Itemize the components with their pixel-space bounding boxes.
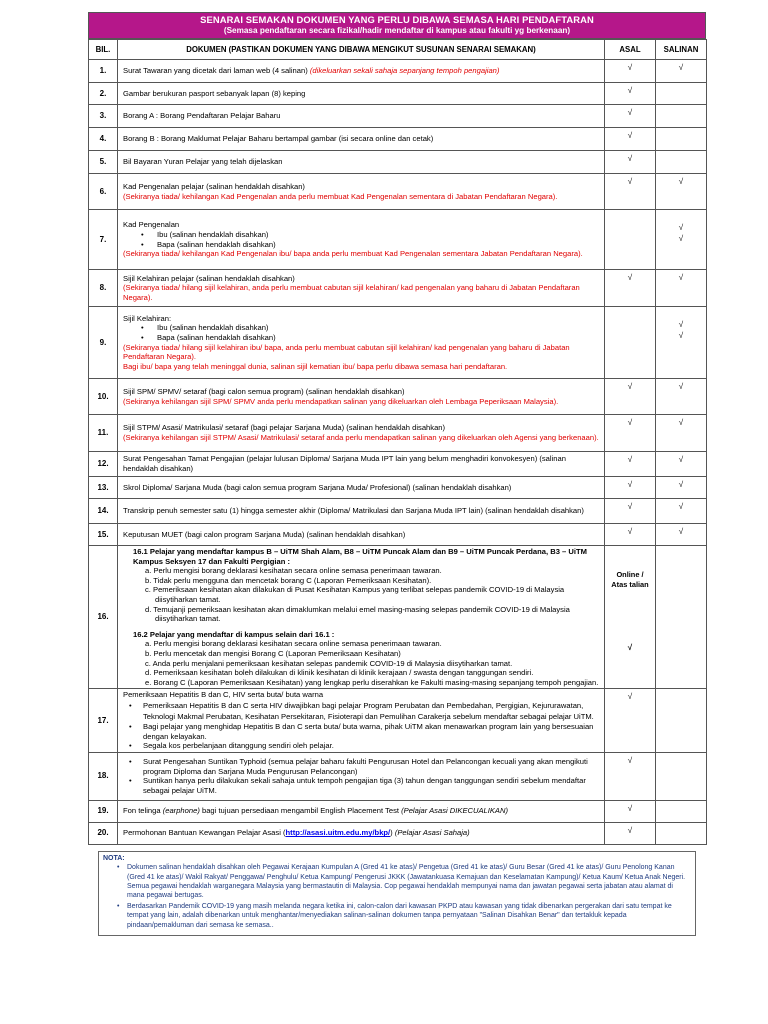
notes-title: NOTA: [103, 854, 125, 862]
table-row [89, 499, 707, 524]
document-text: Pemeriksaan Hepatitis B dan C, HIV serta buta/ buta warna [123, 690, 324, 700]
list-item: b. Tidak perlu mengguna dan mencetak borang C (Laporan Pemeriksaan Kesihatan). [145, 575, 432, 585]
note-item: • Berdasarkan Pandemik COVID-19 yang masih melanda negara ketika ini, calon-calon dari kawasan PKPD atau kawasan yang tidak dibenarkan pergerakan dari satu tempat ke tempat yang lain, adalah dibenarkan untuk menghantar/menyediakan salinan-salinan dokumen tanpa pernyataan "Salinan Disahkan Benar" dan tertakluk kepada pindaan/pemakluman dari semasa ke semasa.. [117, 902, 691, 930]
row-number: 10. [89, 379, 118, 415]
tick-icon: √ [627, 803, 633, 813]
asal-cell [605, 105, 656, 128]
document-text-italic: (earphone) [162, 806, 200, 816]
tick-icon: √ [678, 177, 684, 186]
document-text: Borang B : Borang Maklumat Pelajar Baharu bertampal gambar (isi secara online dan cetak) [118, 128, 605, 151]
online-label: Online / Atas talian [611, 570, 649, 589]
document-text: Keputusan MUET (bagi calon program Sarjana Muda) (salinan hendaklah disahkan) [118, 524, 605, 546]
table-row [89, 60, 707, 83]
asal-cell [605, 499, 656, 524]
tick-icon: √ [627, 154, 633, 163]
tick-icon: √ [627, 502, 633, 511]
bkp-link[interactable]: http://asasi.uitm.edu.my/bkp/ [285, 828, 391, 838]
list-item: c. Pemeriksaan kesihatan akan dilakukan di Pusat Kesihatan Kampus yang terlibat selepas pandemik COVID-19 di Malaysia diisytiharkan tamat. [145, 585, 565, 604]
salinan-cell [656, 477, 707, 499]
document-note: (Sekiranya tiada/ hilang sijil kelahiran, anda perlu membuat cabutan sijil kelahiran/ kad pengenalan yang baharu di Jabatan Pendaftaran Negara). [123, 283, 580, 302]
salinan-cell [656, 307, 707, 379]
notes-box [98, 851, 696, 936]
document-note: (Sekiranya tiada/ hilang sijil kelahiran ibu/ bapa, anda perlu membuat cabutan sijil kelahiran/ kad pengenalan yang baharu di Jabatan Pendaftaran Negara). [123, 342, 570, 362]
list-item: e. Borang C (Laporan Pemeriksaan Kesihatan) yang lengkap perlu diserahkan ke Fakulti masing-masing sepanjang tempoh pengajian. [145, 677, 599, 687]
salinan-cell [656, 151, 707, 174]
list-item: • Ibu (salinan hendaklah disahkan) [141, 323, 600, 333]
document-text: Surat Tawaran yang dicetak dari laman web (4 salinan) [123, 66, 308, 76]
row-number: 12. [89, 452, 118, 477]
table-row [89, 415, 707, 452]
column-header-dokumen: DOKUMEN (PASTIKAN DOKUMEN YANG DIBAWA MENGIKUT SUSUNAN SENARAI SEMAKAN) [118, 40, 605, 60]
salinan-cell [656, 174, 707, 210]
row-number: 3. [89, 105, 118, 128]
table-row [89, 800, 707, 822]
asal-cell [605, 151, 656, 174]
tick-icon: √ [678, 480, 684, 489]
note-item: • Dokumen salinan hendaklah disahkan oleh Pegawai Kerajaan Kumpulan A (Gred 41 ke atas)/ Pengetua (Gred 41 ke atas)/ Guru Besar (Gred 41 ke atas)/ Guru Penolong Kanan (Gred 41 ke atas)/ Wakil Rakyat/ Penggawa/ Penghulu/ Ketua Kampung/ Pengerusi JKKK (Jawatankuasa Kemajuan dan Keselamatan Kampung)/ Ketua Kaum/ Ketua Anak Negeri. Semua pegawai hendaklah warganegara Malaysia yang bermastautin di Malaysia. Cop pegawai hendaklah mempunyai nama dan jawatan pegawai serta jabatan atau alamat di mana pegawai bertugas. [117, 863, 691, 901]
list-item: d. Pemeriksaan kesihatan boleh dilakukan di klinik kesihatan di klinik kerajaan / swasta dengan tanggungan sendiri. [145, 668, 534, 678]
asal-cell [605, 800, 656, 822]
document-text: Skrol Diploma/ Sarjana Muda (bagi calon semua program Sarjana Muda/ Profesional) (salinan hendaklah disahkan) [118, 477, 605, 499]
document-note: (Pelajar Asasi Sahaja) [394, 828, 470, 838]
list-item: • Suntikan hanya perlu dilakukan sekali sahaja untuk tempoh pengajian tiga (3) tahun dengan tanggungan sendiri sebelum mendaftar sebagai pelajar UiTM. [129, 776, 600, 795]
row-document [118, 307, 605, 379]
row-document [118, 689, 605, 752]
asal-cell [605, 452, 656, 477]
table-row [89, 452, 707, 477]
asal-cell [605, 128, 656, 151]
document-note: (Sekiranya tiada/ kehilangan Kad Pengenalan anda perlu membuat Kad Pengenalan sementara di Jabatan Pendaftaran Negara). [123, 191, 558, 201]
list-item: b. Perlu mencetak dan mengisi Borang C (Laporan Pemeriksaan Kesihatan) [145, 648, 401, 658]
document-text: Borang A : Borang Pendaftaran Pelajar Baharu [118, 105, 605, 128]
bullet-list [123, 757, 600, 795]
tick-icon: √ [678, 382, 684, 391]
salinan-cell [656, 524, 707, 546]
row-document [118, 379, 605, 415]
tick-icon: √ [678, 223, 684, 232]
table-row [89, 379, 707, 415]
list-item: • Pemeriksaan Hepatitis B dan C serta HIV diwajibkan bagi pelajar Program Perubatan dan Pembedahan, Pergigian, Kejururawatan, Teknologi Makmal Perubatan, Kesihatan Persekitaran, Fisioterapi dan Pemulihan Carakerja sebelum mendaftar sebagai pelajar UiTM. [129, 700, 600, 722]
row-document [118, 210, 605, 270]
row-document [118, 174, 605, 210]
table-row [89, 524, 707, 546]
salinan-cell [656, 452, 707, 477]
salinan-cell [656, 379, 707, 415]
salinan-cell [656, 128, 707, 151]
table-header-row [89, 40, 707, 60]
row-document [118, 60, 605, 83]
row-number: 13. [89, 477, 118, 499]
table-row [89, 210, 707, 270]
tick-icon: √ [627, 755, 633, 765]
row-document [118, 800, 605, 822]
section-16-1-heading: 16.1 Pelajar yang mendaftar kampus B – UiTM Shah Alam, B8 – UiTM Puncak Alam dan B9 – UiTM Puncak Perdana, B3 – UiTM Kampus Seksyen 17 dan Fakulti Pergigian : [133, 547, 587, 566]
section-16-2-heading: 16.2 Pelajar yang mendaftar di kampus selain dari 16.1 : [133, 629, 335, 639]
salinan-cell [656, 800, 707, 822]
document-text: Surat Pengesahan Tamat Pengajian (pelajar lulusan Diploma/ Sarjana Muda IPT lain yang belum menghadiri konvokesyen) (salinan hendaklah disahkan) [118, 452, 605, 477]
tick-icon: √ [678, 418, 684, 427]
document-text: Sijil SPM/ SPMV/ setaraf (bagi calon semua program) (salinan hendaklah disahkan) [123, 386, 405, 396]
document-note: (Sekiranya kehilangan sijil SPM/ SPMV anda perlu mendapatkan salinan yang dikeluarkan oleh Lembaga Peperiksaan Malaysia). [123, 396, 559, 406]
row-number: 17. [89, 689, 118, 752]
asal-cell [605, 822, 656, 844]
tick-icon: √ [678, 331, 684, 340]
asal-cell [605, 379, 656, 415]
table-row [89, 105, 707, 128]
document-text-2: bagi tujuan persediaan mengambil English Placement Test [201, 806, 399, 816]
table-row [89, 83, 707, 105]
salinan-cell [656, 270, 707, 307]
column-header-bil: BIL. [89, 40, 118, 60]
tick-icon: √ [678, 502, 684, 511]
document-text: Bil Bayaran Yuran Pelajar yang telah dijelaskan [118, 151, 605, 174]
column-header-salinan: SALINAN [656, 40, 707, 60]
asal-cell [605, 174, 656, 210]
row-document [118, 752, 605, 800]
table-row [89, 546, 707, 689]
row-document [118, 546, 605, 689]
asal-cell [605, 270, 656, 307]
list-item: d. Temujanji pemeriksaan kesihatan akan dimaklumkan melalui emel masing-masing selepas pandemik COVID-19 di Malaysia diisytiharkan tamat. [145, 604, 570, 624]
tick-icon: √ [627, 692, 633, 702]
salinan-cell [656, 822, 707, 844]
table-row [89, 689, 707, 752]
row-number: 19. [89, 800, 118, 822]
page-title: SENARAI SEMAKAN DOKUMEN YANG PERLU DIBAWA SEMASA HARI PENDAFTARAN [200, 14, 594, 25]
tick-icon: √ [627, 527, 633, 536]
asal-cell [605, 689, 656, 752]
list-item: • Segala kos perbelanjaan ditanggung sendiri oleh pelajar. [129, 741, 600, 751]
document-text-2: ) [390, 828, 393, 838]
asal-cell [605, 752, 656, 800]
salinan-cell [656, 210, 707, 270]
tick-icon: √ [627, 480, 633, 489]
table-row [89, 822, 707, 844]
tick-icon: √ [627, 131, 633, 140]
list-item: • Surat Pengesahan Suntikan Typhoid (semua pelajar baharu fakulti Pengurusan Hotel dan Pelancongan kecuali yang akan mengikuti program Diploma dan Sarjana Muda Pengurusan Pelancongan) [129, 757, 600, 776]
row-number: 7. [89, 210, 118, 270]
tick-icon: √ [678, 63, 684, 72]
list-item: • Bapa (salinan hendaklah disahkan) [141, 240, 600, 250]
asal-cell [605, 60, 656, 83]
row-number: 11. [89, 415, 118, 452]
asal-cell [605, 83, 656, 105]
document-text: Gambar berukuran pasport sebanyak lapan (8) keping [118, 83, 605, 105]
table-row [89, 270, 707, 307]
row-number: 18. [89, 752, 118, 800]
document-note: (dikeluarkan sekali sahaja sepanjang tempoh pengajian) [309, 66, 500, 76]
row-number: 4. [89, 128, 118, 151]
list-item: • Bapa (salinan hendaklah disahkan) [141, 333, 600, 343]
list-item: • Bagi pelajar yang menghidap Hepatitis B dan C serta buta/ buta warna, pihak UiTM akan menawarkan program lain yang bersesuaian dengan kelayakan. [129, 722, 600, 741]
sub-list [123, 230, 600, 249]
salinan-cell [656, 546, 707, 689]
salinan-cell [656, 105, 707, 128]
row-number: 2. [89, 83, 118, 105]
document-note: (Sekiranya tiada/ kehilangan Kad Pengenalan ibu/ bapa anda perlu membuat Kad Pengenalan sementara Jabatan Pendaftaran Negara). [123, 249, 583, 259]
row-document [118, 415, 605, 452]
row-number: 14. [89, 499, 118, 524]
notes-list [103, 863, 691, 930]
document-note: (Pelajar Asasi DIKECUALIKAN) [401, 806, 509, 816]
tick-icon: √ [627, 382, 633, 391]
tick-icon: √ [627, 86, 633, 95]
salinan-cell [656, 499, 707, 524]
tick-icon: √ [678, 455, 684, 464]
tick-icon: √ [678, 320, 684, 329]
table-row [89, 752, 707, 800]
tick-icon: √ [627, 643, 633, 652]
asal-cell [605, 210, 656, 270]
salinan-cell [656, 752, 707, 800]
asal-cell [605, 415, 656, 452]
document-text: Kad Pengenalan [123, 220, 180, 230]
sub-list [123, 323, 600, 342]
document-text: Sijil STPM/ Asasi/ Matrikulasi/ setaraf (bagi pelajar Sarjana Muda) (salinan hendaklah disahkan) [123, 423, 446, 433]
online-indicator [605, 546, 656, 689]
tick-icon: √ [678, 527, 684, 536]
bullet-list [123, 700, 600, 751]
row-number: 5. [89, 151, 118, 174]
table-row [89, 128, 707, 151]
tick-icon: √ [627, 825, 633, 835]
table-row [89, 151, 707, 174]
tick-icon: √ [627, 108, 633, 117]
asal-cell [605, 477, 656, 499]
row-number: 9. [89, 307, 118, 379]
asal-cell [605, 524, 656, 546]
document-note: (Sekiranya kehilangan sijil STPM/ Asasi/ Matrikulasi/ setaraf anda perlu mendapatkan salinan yang dikeluarkan oleh Agensi yang berkenaan). [123, 433, 599, 442]
row-number: 15. [89, 524, 118, 546]
tick-icon: √ [627, 455, 633, 464]
row-document [118, 822, 605, 844]
document-text: Sijil Kelahiran pelajar (salinan hendaklah disahkan) [123, 273, 295, 283]
salinan-cell [656, 415, 707, 452]
document-text: Transkrip penuh semester satu (1) hingga semester akhir (Diploma/ Matrikulasi dan Sarjana Muda IPT lain) (salinan hendaklah disahkan) [118, 499, 605, 524]
tick-icon: √ [627, 418, 633, 427]
tick-icon: √ [627, 273, 633, 282]
tick-icon: √ [678, 234, 684, 243]
row-number: 20. [89, 822, 118, 844]
list-item: • Ibu (salinan hendaklah disahkan) [141, 230, 600, 240]
checklist-sheet [88, 12, 706, 936]
row-number: 6. [89, 174, 118, 210]
list-item: a. Perlu mengisi borang deklarasi kesihatan secara online semasa penerimaan tawaran. [145, 639, 442, 649]
tick-icon: √ [627, 63, 633, 72]
salinan-cell [656, 689, 707, 752]
table-row [89, 477, 707, 499]
salinan-cell [656, 60, 707, 83]
table-row [89, 307, 707, 379]
page-subtitle: (Semasa pendaftaran secara fizikal/hadir mendaftar di kampus atau fakulti yg berkenaan) [223, 26, 571, 35]
document-checklist-table [88, 39, 707, 845]
tick-icon: √ [627, 177, 633, 186]
list-item: a. Perlu mengisi borang deklarasi kesihatan secara online semasa penerimaan tawaran. [145, 566, 442, 576]
row-number: 8. [89, 270, 118, 307]
list-item: c. Anda perlu menjalani pemeriksaan kesihatan selepas pandemik COVID-19 di Malaysia diisytiharkan tamat. [145, 658, 513, 668]
salinan-cell [656, 83, 707, 105]
tick-icon: √ [678, 273, 684, 282]
title-banner [88, 12, 706, 39]
document-text: Sijil Kelahiran: [123, 313, 172, 323]
table-row [89, 174, 707, 210]
asal-cell [605, 307, 656, 379]
row-document [118, 270, 605, 307]
document-text: Fon telinga [123, 806, 161, 816]
column-header-asal: ASAL [605, 40, 656, 60]
row-number: 1. [89, 60, 118, 83]
document-text: Kad Pengenalan pelajar (salinan hendaklah disahkan) [123, 181, 305, 191]
document-text: Permohonan Bantuan Kewangan Pelajar Asasi ( [123, 828, 286, 838]
row-number: 16. [89, 546, 118, 689]
document-note-2: Bagi ibu/ bapa yang telah meninggal dunia, salinan sijil kematian ibu/ bapa perlu dibawa semasa hari pendaftaran. [123, 361, 508, 371]
